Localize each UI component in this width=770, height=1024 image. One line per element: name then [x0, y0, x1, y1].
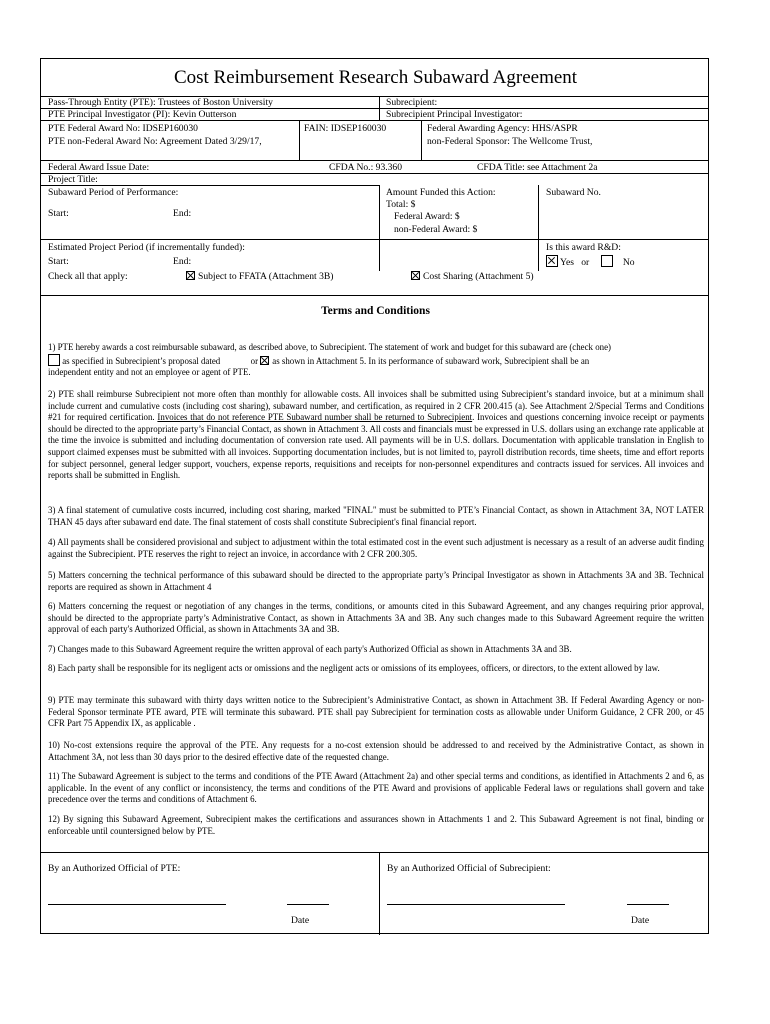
rule — [379, 96, 380, 120]
federal-awarding-agency: Federal Awarding Agency: HHS/ASPR — [427, 123, 578, 134]
rd-or-label: or — [581, 257, 590, 268]
agreement-form — [40, 58, 709, 934]
term-5: 5) Matters concerning the technical performance of this subaward should be directed to the appropriate party’s Principal Investigator as shown in Attachments 3A and 3B. Technical reports are required as shown in Attachment 4 — [48, 570, 704, 592]
nonfederal-sponsor: non-Federal Sponsor: The Wellcome Trust, — [427, 136, 593, 147]
pte-entity: Pass-Through Entity (PTE): Trustees of Boston University — [48, 97, 273, 108]
rule — [379, 185, 380, 271]
term-7: 7) Changes made to this Subaward Agreement require the written approval of each party's Authorized Official as shown in Attachments 3A and 3B. — [48, 644, 572, 654]
rule — [299, 120, 300, 160]
rule — [41, 160, 709, 161]
rule — [41, 852, 709, 853]
cfda-number: CFDA No.: 93.360 — [329, 162, 403, 173]
rd-question: Is this award R&D: — [546, 242, 621, 253]
amount-funded: Amount Funded this Action: — [386, 187, 496, 198]
term-9: 9) PTE may terminate this subaward with thirty days written notice to the Subrecipient’s Administrative Contact, as shown in Attachment 3B. If Federal Awarding Agency or non-Federal Sponsor terminate PTE award, PTE will terminate this subaward. PTE shall pay Subrecipient for termination costs as allowable under Uniform Guidance, 2 CFR 200, or 45 CFR Part 75 Appendix IX, as applicable . — [48, 695, 704, 729]
term-2 — [48, 389, 704, 482]
period-end: End: — [173, 208, 192, 219]
fain: FAIN: IDSEP160030 — [304, 123, 387, 134]
term-4: 4) All payments shall be considered provisional and subject to adjustment within the total estimated cost in the event such adjustment is necessary as a result of an adverse audit finding against the Subrecipient. PTE reserves the right to reject an invoice, in accordance with 2 CFR 200.305. — [48, 537, 704, 559]
subrecipient-label: Subrecipient: — [386, 97, 438, 108]
rule — [41, 185, 379, 186]
pte-federal-award-no: PTE Federal Award No: IDSEP160030 — [48, 123, 198, 134]
term-2-underlined: Invoices that do not reference PTE Subaward number shall be returned to Subrecipient — [157, 412, 473, 423]
project-title: Project Title: — [48, 174, 98, 185]
subrecipient-date-label: Date — [631, 915, 650, 926]
total-amount: Total: $ — [386, 199, 416, 210]
rd-yes-checkbox[interactable] — [546, 255, 558, 267]
rd-no-checkbox[interactable] — [601, 255, 613, 267]
cost-sharing-checkbox[interactable] — [411, 271, 420, 280]
cost-sharing-label: Cost Sharing (Attachment 5) — [423, 271, 534, 282]
term-6: 6) Matters concerning the request or negotiation of any changes in the terms, conditions, or amounts cited in this Subaward Agreement, and any changes requiring prior approval, should be directed to the appropriate party’s Administrative Contact, as shown in Attachments 3A and 3B. Any such changes made to this Subaward Agreement require the written approval of each party's Authorized Official, as shown in Attachments 3A and 3B. — [48, 601, 704, 635]
term-1-proposal: as specified in Subrecipient’s proposal dated — [62, 355, 221, 366]
rule — [421, 120, 422, 160]
ffata-label: Subject to FFATA (Attachment 3B) — [198, 271, 334, 282]
period-start: Start: — [48, 208, 69, 219]
rd-answer — [546, 255, 635, 268]
term-1-line-d: independent entity and not an employee or agent of PTE. — [48, 367, 251, 378]
period-of-performance: Subaward Period of Performance: — [48, 187, 179, 198]
term-1-or: or — [250, 355, 259, 366]
pte-signature-line[interactable] — [48, 904, 226, 905]
estimated-start: Start: — [48, 256, 69, 267]
estimated-project-period: Estimated Project Period (if incrementally funded): — [48, 242, 245, 253]
term-10: 10) No-cost extensions require the approval of the PTE. Any requests for a no-cost extension should be addressed to and received by the Administrative Contact, as shown in Attachment 3A, not less than 30 days prior to the desired effective date of the requested change. — [48, 740, 704, 762]
check-all-label: Check all that apply: — [48, 271, 128, 282]
rule — [379, 852, 380, 935]
term-1-line-b — [48, 354, 704, 368]
pte-date-label: Date — [291, 915, 310, 926]
rule — [538, 185, 539, 271]
term-2-text-b: . Invoices and questions concerning invoice receipt or payments should be directed to the appropriate party’s Financial Contact, as shown in Attachment 3. All costs and financials must be expressed in U.S. dollars using an exchange rate applicable at the time the invoice is submitted and including documentation of conversion rate used. All payments will be in U.S. dollars. Documentation with applicable translation in English to support claimed expenses must be submitted with all invoices. Supporting documentation includes, but is not limited to, payroll distribution records, time sheets, time and effort reports for subject personnel, general ledger support, vouchers, expense reports, requisitions and receipts for non-personnel expenditures and contracts issued for services. All invoices and reports shall be submitted in English. — [48, 412, 704, 481]
proposal-checkbox[interactable] — [48, 354, 60, 366]
ffata-option — [186, 271, 334, 282]
term-8: 8) Each party shall be responsible for its negligent acts or omissions and the negligent acts or omissions of its employees, officers, or directors, to the extent allowed by law. — [48, 663, 660, 673]
cfda-title: CFDA Title: see Attachment 2a — [477, 162, 598, 173]
federal-award-issue-date: Federal Award Issue Date: — [48, 162, 150, 173]
federal-award-amount: Federal Award: $ — [394, 211, 460, 222]
rule — [41, 173, 709, 174]
subrecipient-pi: Subrecipient Principal Investigator: — [386, 109, 523, 120]
rule — [41, 295, 709, 296]
rd-no-label: No — [622, 257, 635, 268]
estimated-end: End: — [173, 256, 192, 267]
rule — [41, 239, 709, 240]
document-title: Cost Reimbursement Research Subaward Agreement — [173, 67, 578, 88]
term-3: 3) A final statement of cumulative costs incurred, including cost sharing, marked "FINAL" must be submitted to PTE’s Financial Contact, as shown in Attachment 3A, NOT LATER THAN 45 days after subaward end date. The final statement of costs shall constitute Subrecipient's final financial report. — [48, 505, 704, 527]
rule — [41, 120, 709, 121]
term-1 — [48, 342, 704, 379]
pte-pi: PTE Principal Investigator (PI): Kevin Outterson — [48, 109, 237, 120]
pte-nonfederal-award-no: PTE non-Federal Award No: Agreement Dated 3/29/17, — [48, 136, 262, 147]
ffata-checkbox[interactable] — [186, 271, 195, 280]
subrecipient-signature-label: By an Authorized Official of Subrecipient: — [387, 863, 551, 874]
terms-heading: Terms and Conditions — [321, 305, 430, 317]
attachment5-checkbox[interactable] — [260, 356, 269, 365]
term-1-line-a: 1) PTE hereby awards a cost reimbursable subaward, as described above, to Subrecipient. The statement of work and budget for this subaward are (check one) — [48, 342, 611, 352]
term-12: 12) By signing this Subaward Agreement, Subrecipient makes the certifications and assurances shown in Attachments 1 and 2. This Subaward Agreement is not final, binding or enforceable until countersigned below by PTE. — [48, 814, 704, 836]
pte-date-line[interactable] — [287, 904, 329, 905]
term-11: 11) The Subaward Agreement is subject to the terms and conditions of the PTE Award (Attachment 2a) and other special terms and conditions, as identified in Attachments 2 and 6, as applicable. In the event of any conflict or inconsistency, the terms and conditions of the PTE Award and provisions of applicable Federal laws or regulations shall govern and take precedence over the terms and conditions of Attachment 6. — [48, 771, 704, 805]
subrecipient-signature-line[interactable] — [387, 904, 565, 905]
subaward-number: Subaward No. — [546, 187, 601, 198]
nonfederal-award-amount: non-Federal Award: $ — [394, 224, 478, 235]
term-1-attachment: as shown in Attachment 5. In its performance of subaward work, Subrecipient shall be an — [272, 355, 590, 366]
rd-yes-label: Yes — [560, 257, 575, 268]
term-2-text-a: 2) PTE shall reimburse Subrecipient not more often than monthly for allowable costs. All invoices shall be submitted using Subrecipient’s standard invoice, but at a minimum shall include current and cumulative costs (including cost sharing), subaward number, and certification, as required in 2 CFR 200.415 (a). See Attachment 2/Special Terms and Conditions #21 for required certification. — [48, 389, 704, 423]
cost-sharing-option — [411, 271, 534, 282]
pte-signature-label: By an Authorized Official of PTE: — [48, 863, 181, 874]
subrecipient-date-line[interactable] — [627, 904, 669, 905]
